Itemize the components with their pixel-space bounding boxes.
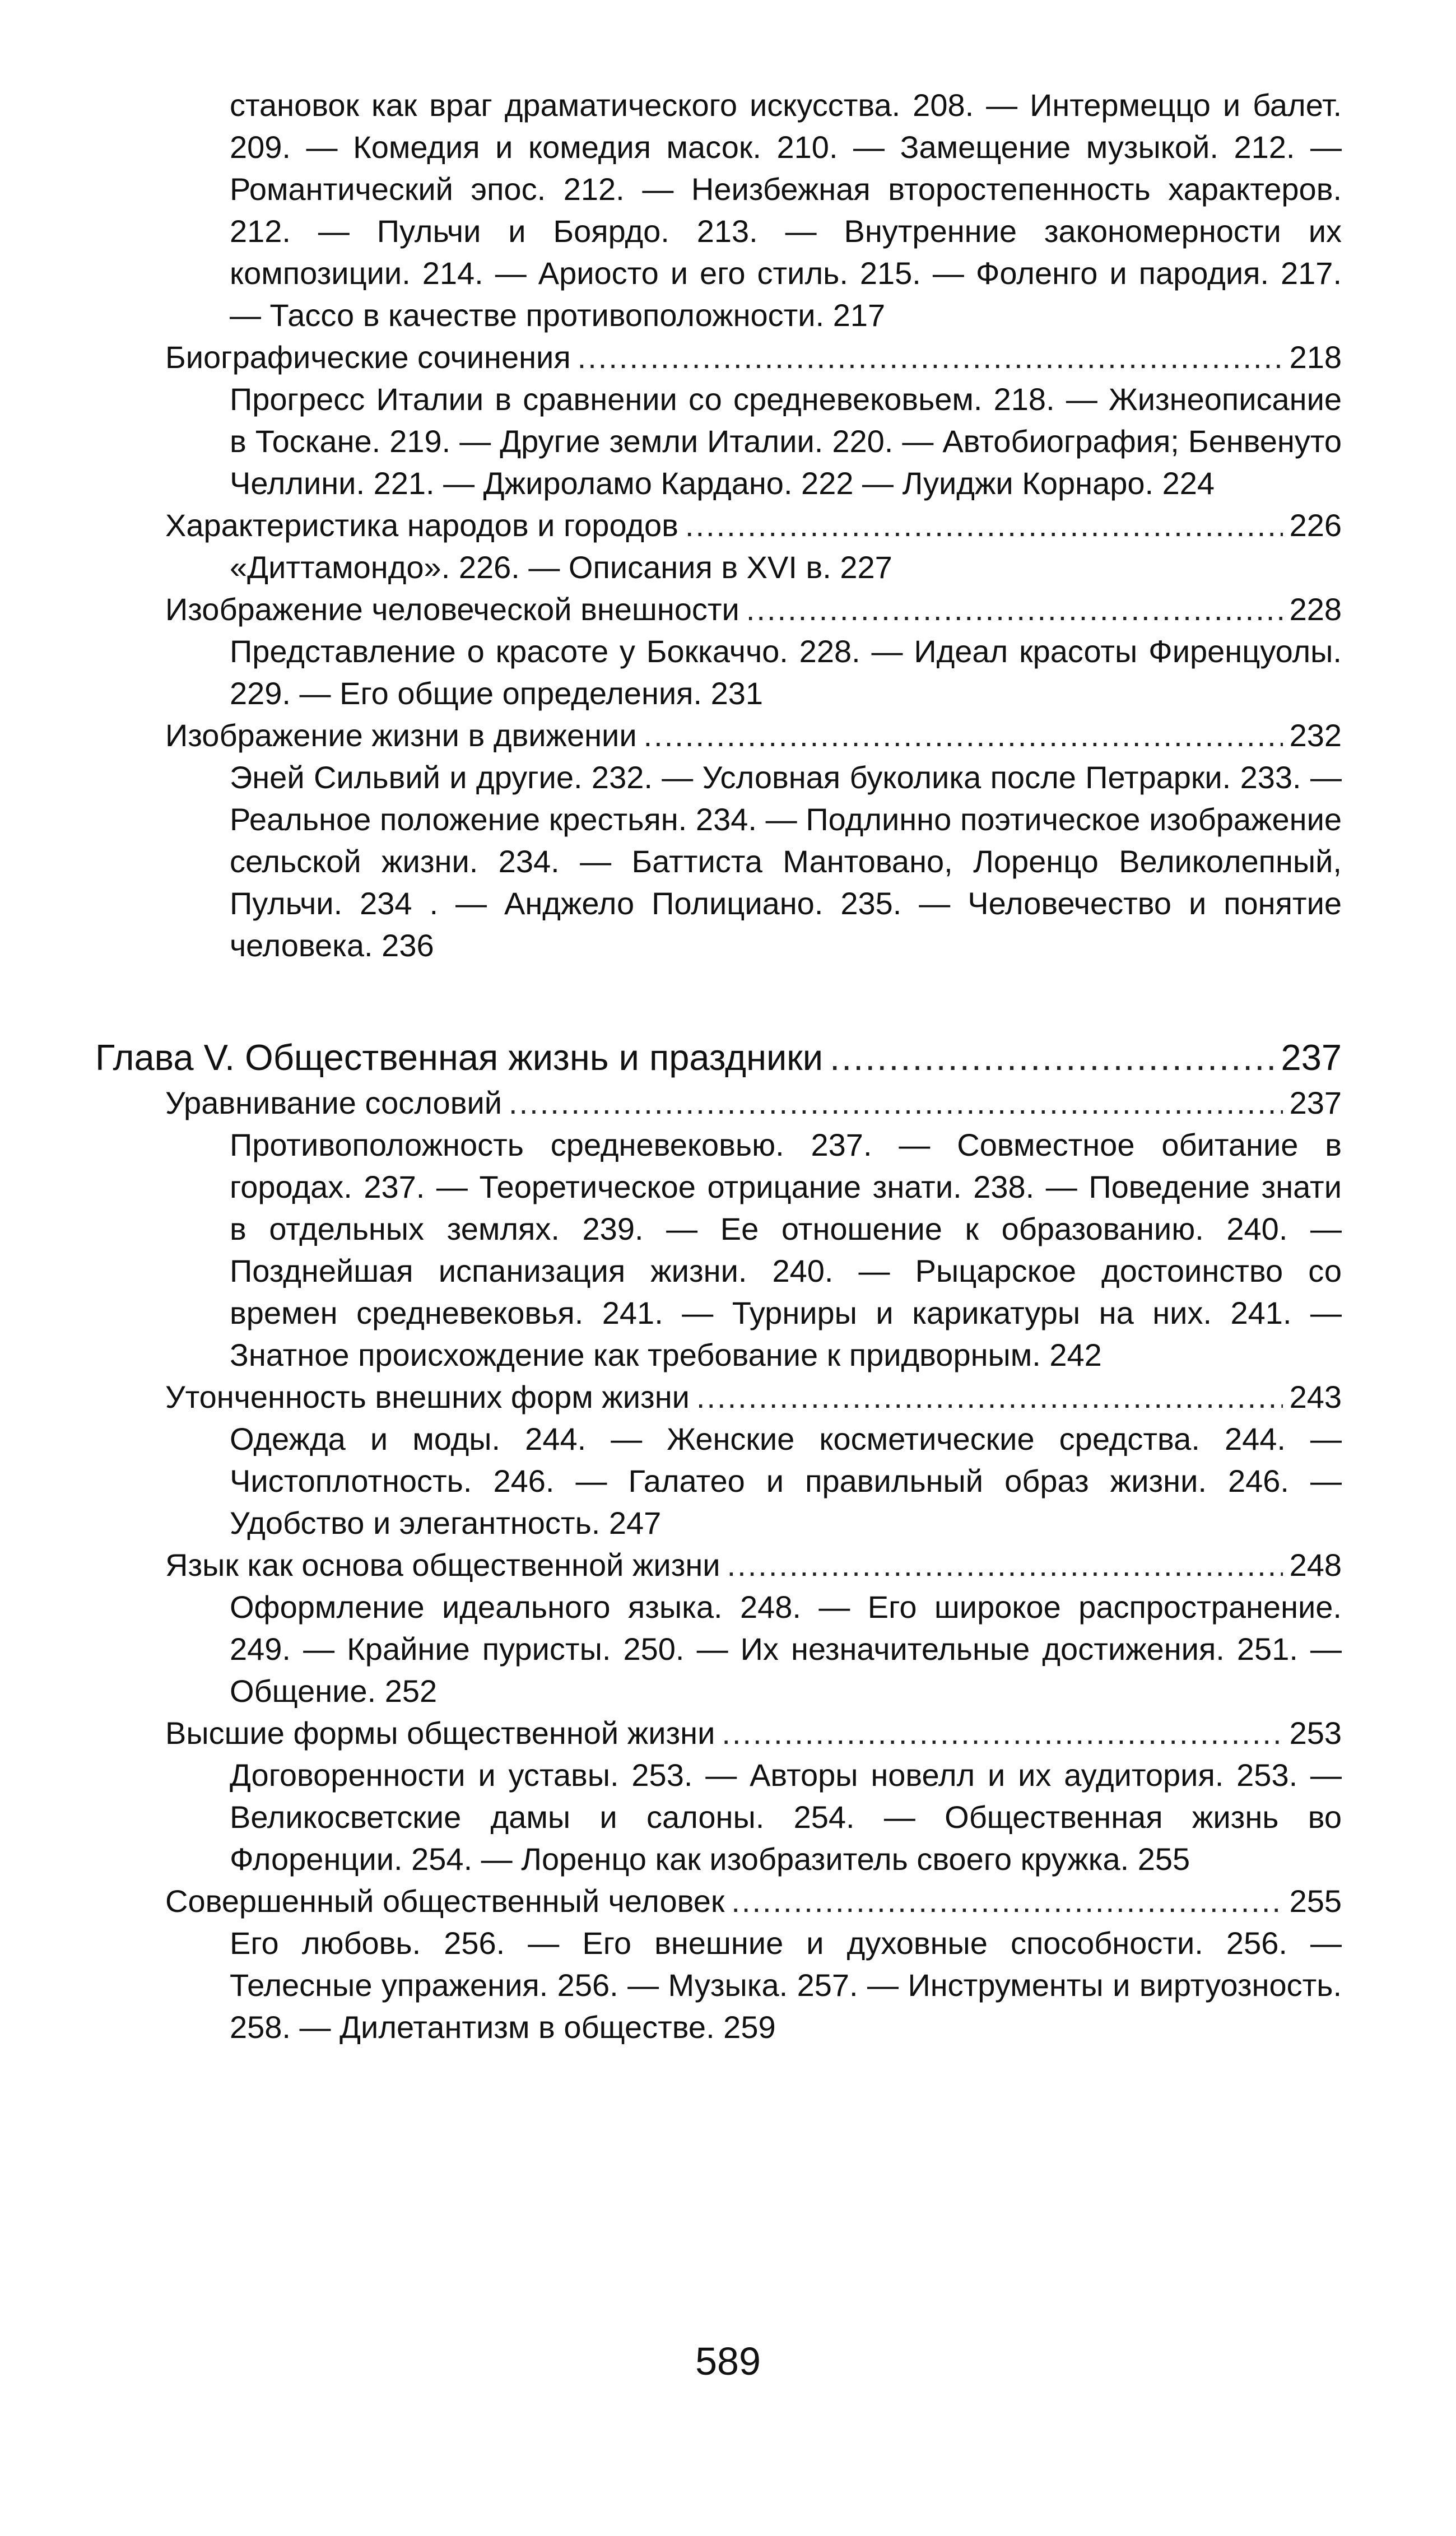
toc-entry-description: Оформление идеального языка. 248. — Его широкое распространение. 249. — Крайние пуристы. 250. — Их незначительные достижения. 251. — Общение. 252 [230,1589,1342,1709]
toc-entry-description: Прогресс Италии в сравнении со средневековьем. 218. — Жизнеописание в Тоскане. 219. — Другие земли Италии. 220. — Автобиография; Бенвенуто Челлини. 221. — Джироламо Кардано. 222 — Луиджи Корнаро. 224 [230,381,1342,501]
toc-lead-paragraph: становок как враг драматического искусства. 208. — Интермеццо и балет. 209. — Комедия и комедия масок. 210. — Замещение музыкой. 212. — Романтический эпос. 212. — Неизбежная второстепенность характеров. 212. — Пульчи и Боярдо. 213. — Внутренние закономерности их композиции. 214. — Ариосто и его стиль. 215. — Фоленго и пародия. 217. — Тассо в качестве противоположности. 217 [230,87,1342,333]
toc-entry-title: Характеристика народов и городов [165,508,678,543]
toc-entry-page: 248 [1289,1547,1342,1583]
toc-entry-description: Его любовь. 256. — Его внешние и духовные способности. 256. — Телесные упражения. 256. — Музыка. 257. — Инструменты и виртуозность. 258. — Дилетантизм в обществе. 259 [230,1925,1342,2045]
toc-entry-page: 253 [1289,1715,1342,1751]
toc-entry-heading [165,1082,1342,1124]
chapter-heading [95,1034,1342,1082]
toc-entry-heading [165,1712,1342,1754]
toc-entry-heading [165,588,1342,630]
dot-leader [578,336,1283,378]
toc-entry-title: Совершенный общественный человек [165,1883,725,1919]
toc-entry [95,714,1356,966]
toc-entry [95,1082,1356,1376]
toc-entry [95,588,1356,714]
toc-entry-description: Противоположность средневековью. 237. — Совместное обитание в городах. 237. — Теоретическое отрицание знати. 238. — Поведение знати в отдельных землях. 239. — Ее отношение к образованию. 240. — Позднейшая испанизация жизни. 240. — Рыцарское достоинство со времен средневековья. 241. — Турниры и карикатуры на них. 241. — Знатное происхождение как требование к придворным. 242 [230,1127,1342,1372]
toc-entry-title: Биографические сочинения [165,339,571,375]
toc-entry [95,1376,1356,1544]
toc-entry-title: Изображение человеческой внешности [165,592,739,627]
toc-entry-page: 237 [1289,1085,1342,1120]
chapter-page: 237 [1281,1037,1342,1078]
toc-entry [95,1712,1356,1880]
toc-entry-page: 218 [1289,339,1342,375]
toc-entry-title: Уравнивание сословий [165,1085,503,1120]
toc-entry-title: Утонченность внешних форм жизни [165,1379,690,1414]
toc-entry-heading [165,336,1342,378]
dot-leader [696,1376,1283,1418]
toc-entry-heading [165,1376,1342,1418]
table-of-contents [95,84,1356,2048]
toc-entry [95,1880,1356,2048]
toc-entry-heading [165,1544,1342,1586]
chapter-title: Глава V. Общественная жизнь и праздники [95,1037,824,1078]
toc-entry [95,1544,1356,1712]
toc-entry-description: Договоренности и уставы. 253. — Авторы новелл и их аудитория. 253. — Великосветские дамы и салоны. 254. — Общественная жизнь во Флоренции. 254. — Лоренцо как изобразитель своего кружка. 255 [230,1757,1342,1877]
toc-entry-page: 228 [1289,592,1342,627]
toc-entry-title: Изображение жизни в движении [165,718,637,753]
toc-entry-heading [165,504,1342,546]
toc-entry-description: Эней Сильвий и другие. 232. — Условная буколика после Петрарки. 233. — Реальное положение крестьян. 234. — Подлинно поэтическое изображение сельской жизни. 234. — Баттиста Мантовано, Лоренцо Великолепный, Пульчи. 234 . — Анджело Полициано. 235. — Человечество и понятие человека. 236 [230,760,1342,963]
toc-entry-page: 243 [1289,1379,1342,1414]
dot-leader [731,1880,1282,1922]
toc-entry-description: Представление о красоте у Боккаччо. 228. — Идеал красоты Фиренцуолы. 229. — Его общие определения. 231 [230,634,1342,711]
toc-entry-heading [165,1880,1342,1922]
toc-entry-title: Высшие формы общественной жизни [165,1715,715,1751]
toc-entry-heading [165,714,1342,756]
toc-entry-page: 255 [1289,1883,1342,1919]
toc-entry-page: 232 [1289,718,1342,753]
dot-leader [685,504,1283,546]
dot-leader [644,714,1283,756]
toc-entry-description: «Диттамондо». 226. — Описания в XVI в. 227 [230,550,892,585]
toc-entry [95,504,1356,588]
toc-entry-page: 226 [1289,508,1342,543]
toc-entry-title: Язык как основа общественной жизни [165,1547,720,1583]
page-number: 589 [695,2339,761,2383]
dot-leader [722,1712,1282,1754]
dot-leader [509,1082,1283,1124]
dot-leader [727,1544,1283,1586]
toc-entry [95,336,1356,504]
toc-entry-description: Одежда и моды. 244. — Женские косметические средства. 244. — Чистоплотность. 246. — Галатео и правильный образ жизни. 246. — Удобство и элегантность. 247 [230,1421,1342,1541]
dot-leader [746,588,1283,630]
dot-leader [830,1034,1274,1082]
